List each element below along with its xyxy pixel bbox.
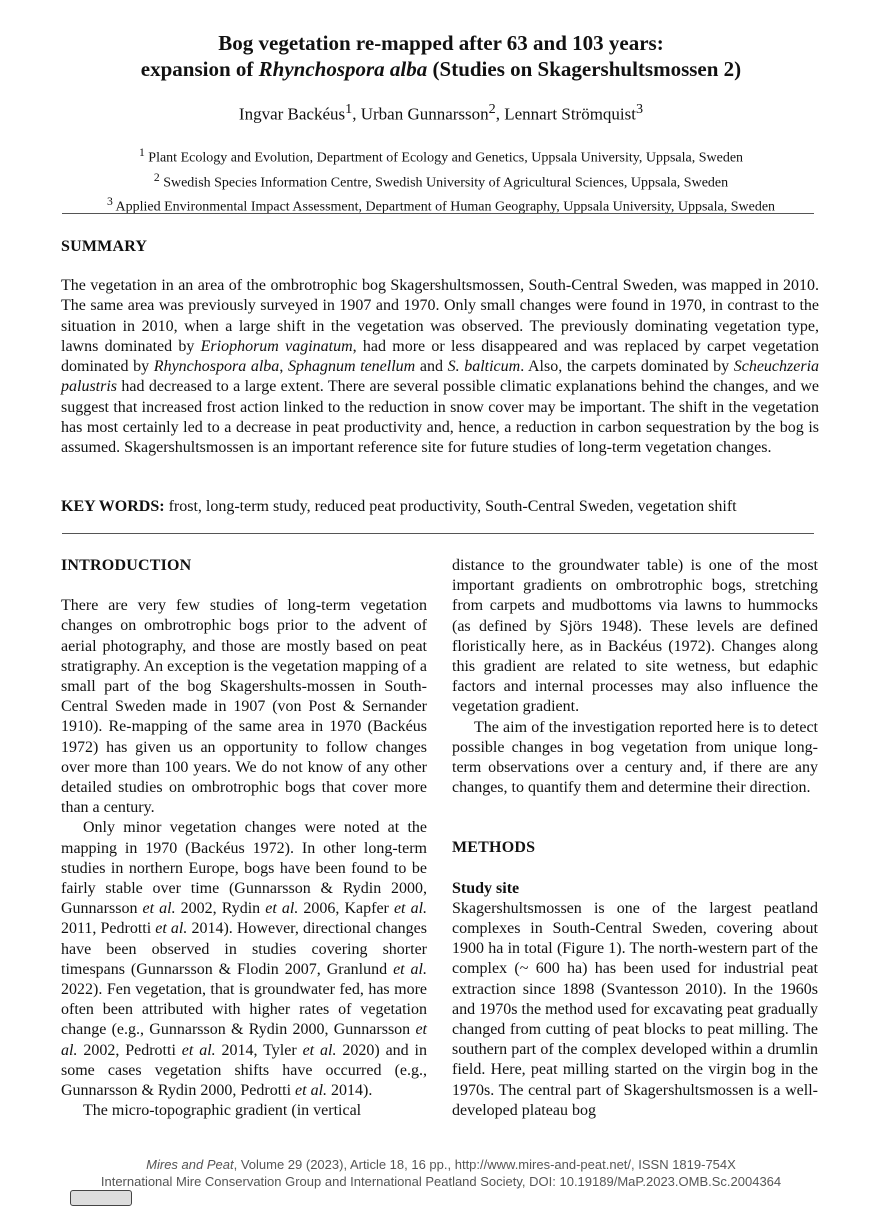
title-line-2 bbox=[0, 56, 882, 82]
author-affil-mark: 1 bbox=[345, 101, 353, 117]
affil-text: Swedish Species Information Centre, Swedish University of Agricultural Sciences, Uppsala, Sweden bbox=[163, 175, 729, 191]
species-name: Scheuchzeria palustris bbox=[61, 358, 820, 396]
page-footer bbox=[0, 1156, 882, 1190]
author-list: Ingvar Backéus$^1$, Urban Gunnarsson$^2$, Lennart Strömquist$^3$ bbox=[238, 101, 644, 124]
title-line-1: Bog vegetation re-mapped after 63 and 103 years: bbox=[218, 31, 664, 55]
keywords-label: KEY WORDS: bbox=[61, 498, 165, 515]
summary-span: and bbox=[415, 358, 448, 376]
affil-text: Applied Environmental Impact Assessment, Department of Human Geography, Uppsala University, Uppsala, Sweden bbox=[115, 199, 776, 215]
text-span: 2014, Tyler bbox=[215, 1041, 303, 1059]
title-text: (Studies on Skagershultsmossen 2) bbox=[427, 57, 742, 81]
affiliation bbox=[0, 168, 882, 193]
et-al: et al. bbox=[295, 1082, 328, 1100]
species-name: Sphagnum tenellum bbox=[287, 358, 416, 376]
cc-license-icon bbox=[70, 1190, 132, 1206]
text-span: 2002, Rydin bbox=[175, 900, 266, 918]
text-span: 2022). Fen vegetation, that is groundwater fed, has more often been attributed with higher rates of vegetation change (e.g., Gunnarsson & Rydin 2000, Gunnarsson bbox=[61, 981, 427, 1039]
et-al: et al. bbox=[142, 900, 176, 918]
text-span: 2011, Pedrotti bbox=[61, 920, 156, 938]
divider bbox=[62, 533, 814, 534]
study-site-subheading: Study site bbox=[452, 879, 520, 897]
intro-paragraph-1: There are very few studies of long-term vegetation changes on ombrotrophic bogs prior to the advent of aerial photography, and those are mostly based on peat stratigraphy. An exception is the vegetation mapping of a small part of the bog Skagershults-mossen in South-Central Sweden made in 1907 (von Post & Sernander 1910). Re-mapping of the same area in 1970 (Backéus 1972) has given us an opportunity to follow changes over more than 100 years. We do not know of any other detailed studies on ombrotrophic bogs that cover more than a century. bbox=[61, 597, 427, 817]
species-name: Rhynchospora alba bbox=[153, 358, 280, 376]
summary-span: . Also, the carpets dominated by bbox=[520, 358, 734, 376]
et-al: et al. bbox=[393, 960, 427, 978]
intro-paragraph-3-start: The micro-topographic gradient (in vertical bbox=[83, 1102, 362, 1120]
affiliation-list bbox=[0, 143, 882, 217]
summary-span: , had more or less disappeared and was replaced by carpet vegetation dominated by bbox=[61, 337, 819, 376]
intro-paragraph-2 bbox=[61, 818, 427, 1101]
footer-text: , Volume 29 (2023), Article 18, 16 pp., http://www.mires-and-peat.net/, ISSN 1819-754X bbox=[233, 1157, 736, 1172]
keywords-text: frost, long-term study, reduced peat productivity, South-Central Sweden, vegetation shift bbox=[164, 498, 737, 515]
summary-text bbox=[61, 276, 819, 459]
summary-span: The vegetation in an area of the ombrotrophic bog Skagershultsmossen, South-Central Sweden, was mapped in 2010. The same area was previously surveyed in 1907 and 1970. Only small changes were found in 1970, in contrast to the situation in 2010, when a large shift in the vegetation was observed. The previously dominating vegetation type, lawns dominated by bbox=[61, 277, 819, 355]
author: Urban Gunnarsson bbox=[360, 104, 489, 124]
keywords bbox=[61, 497, 819, 517]
introduction-heading: INTRODUCTION bbox=[61, 557, 192, 574]
text-span: 2002, Pedrotti bbox=[77, 1041, 182, 1059]
title-species: Rhynchospora alba bbox=[258, 57, 428, 81]
summary-heading: SUMMARY bbox=[61, 238, 148, 255]
species-name: Eriophorum vaginatum bbox=[200, 337, 353, 355]
author-affil-mark: 2 bbox=[488, 101, 496, 117]
text-span: 2006, Kapfer bbox=[298, 900, 394, 918]
left-column bbox=[61, 556, 427, 1121]
text-span: 2014). However, directional changes have been observed in studies covering shorter timespans (Gunnarsson & Flodin 2007, Granlund bbox=[61, 920, 427, 978]
author: Ingvar Backéus bbox=[238, 104, 346, 124]
text-span: 2014). bbox=[327, 1082, 373, 1100]
author: Lennart Strömquist bbox=[504, 104, 636, 124]
affil-mark: 1 bbox=[138, 146, 145, 159]
paper-title bbox=[0, 30, 882, 82]
author-affil-mark: 3 bbox=[635, 101, 644, 117]
title-text: expansion of bbox=[140, 57, 259, 81]
affiliation bbox=[0, 143, 882, 168]
footer-line-1 bbox=[0, 1156, 882, 1173]
footer-line-2: International Mire Conservation Group and International Peatland Society, DOI: 10.19189/MaP.2023.OMB.Sc.2004364 bbox=[100, 1174, 782, 1189]
intro-paragraph-3-cont: distance to the groundwater table) is one of the most important gradients on ombrotrophic bogs, stretching from carpets and mudbottoms via lawns to hummocks (as defined by Sjörs 1948). These levels are defined floristically here, as in Backéus (1972). Changes along this gradient are related to site wetness, but edaphic factors and internal processes may also influence the vegetation gradient. bbox=[452, 557, 818, 716]
affil-text: Plant Ecology and Evolution, Department of Ecology and Genetics, Uppsala University, Uppsala, Sweden bbox=[148, 150, 744, 166]
et-al: et al. bbox=[393, 900, 428, 918]
species-name: S. balticum bbox=[447, 358, 521, 376]
text-span: 2020) and in some cases vegetation shifts have occurred (e.g., Gunnarsson & Rydin 2000, Pedrotti bbox=[61, 1041, 428, 1100]
journal-name: Mires and Peat bbox=[146, 1157, 234, 1172]
et-al: et al. bbox=[61, 1021, 427, 1059]
right-column bbox=[452, 556, 818, 1121]
et-al: et al. bbox=[155, 920, 188, 938]
affil-mark: 3 bbox=[106, 195, 113, 209]
affil-mark: 2 bbox=[153, 170, 160, 184]
intro-paragraph-4: The aim of the investigation reported here is to detect possible changes in bog vegetation from unique long-term observations over a century and, if there are any changes, to quantify them and determine their direction. bbox=[452, 718, 818, 797]
et-al: et al. bbox=[302, 1041, 337, 1059]
et-al: et al. bbox=[265, 900, 299, 918]
et-al: et al. bbox=[181, 1041, 216, 1059]
methods-heading: METHODS bbox=[452, 839, 536, 857]
text-span: Only minor vegetation changes were noted at the mapping in 1970 (Backéus 1972). In other long-term studies in northern Europe, bogs have been found to be fairly stable over time (Gunnarsson & Rydin 2000, Gunnarsson bbox=[61, 819, 427, 918]
summary-span: had decreased to a large extent. There are several possible climatic explanations behind the changes, and we suggest that increased frost action linked to the reduction in snow cover may be important. The shift in the vegetation has most certainly led to a decrease in peat productivity and, hence, a reduction in carbon sequestration by the bog is assumed. Skagershultsmossen is an important reference site for future studies of long-term vegetation changes. bbox=[61, 378, 819, 457]
methods-paragraph: Skagershultsmossen is one of the largest peatland complexes in South-Central Sweden, covering about 1900 ha in total (Figure 1). The north-western part of the complex (~ 600 ha) has been used for industrial peat extraction since 1898 (Svantesson 2010). In the 1960s and 1970s the method used for excavating peat gradually changed from cutting of peat blocks to peat milling. The southern part of the complex developed within a drumlin field. Here, peat milling started on the virgin bog in the 1970s. The central part of Skagershultsmossen is a well-developed plateau bog bbox=[452, 899, 818, 1119]
summary-span: , bbox=[279, 358, 288, 376]
divider bbox=[62, 213, 814, 214]
